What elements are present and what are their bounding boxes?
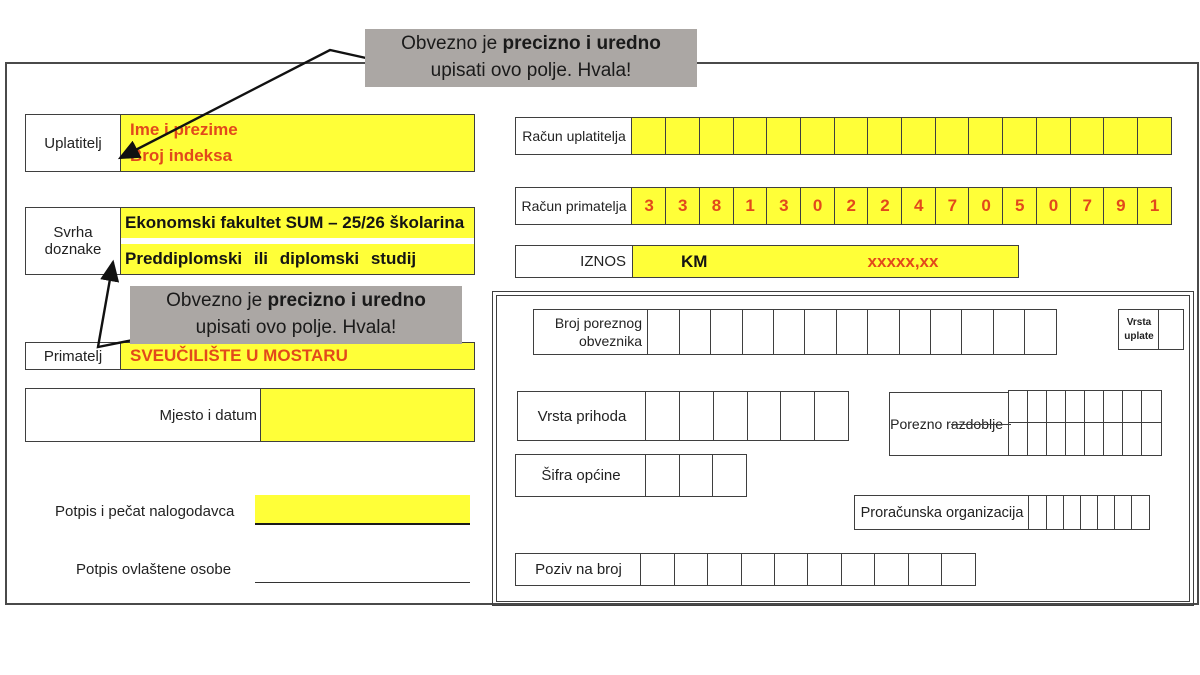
- place-date-label: Mjesto i datum: [26, 389, 260, 441]
- grid-cell[interactable]: [867, 309, 900, 355]
- grid-cell[interactable]: [1122, 390, 1143, 424]
- grid-cell[interactable]: [645, 454, 680, 497]
- budget-organization-cells: [1030, 495, 1150, 530]
- revenue-type-cells: [647, 391, 849, 441]
- grid-cell[interactable]: [1137, 117, 1172, 155]
- grid-cell[interactable]: [679, 309, 712, 355]
- grid-cell[interactable]: [961, 309, 994, 355]
- grid-cell[interactable]: [1036, 117, 1071, 155]
- payment-type-label: Vrsta uplate: [1118, 309, 1160, 350]
- purpose-field-line2[interactable]: Preddiplomski ili diplomski studij: [121, 244, 474, 274]
- grid-cell[interactable]: [1103, 390, 1124, 424]
- grid-cell[interactable]: 3: [631, 187, 666, 225]
- grid-cell[interactable]: [1103, 422, 1124, 456]
- grid-cell[interactable]: [1141, 422, 1162, 456]
- grid-cell[interactable]: 0: [800, 187, 835, 225]
- grid-cell[interactable]: [679, 454, 714, 497]
- payer-account-label: Račun uplatitelja: [515, 117, 633, 155]
- recipient-account-label: Račun primatelja: [515, 187, 633, 225]
- grid-cell[interactable]: 2: [867, 187, 902, 225]
- grid-cell[interactable]: [774, 553, 809, 586]
- grid-cell[interactable]: [645, 391, 680, 441]
- budget-organization-label: Proračunska organizacija: [854, 495, 1030, 530]
- grid-cell[interactable]: [674, 553, 709, 586]
- municipality-code-label: Šifra općine: [515, 454, 647, 497]
- grid-cell[interactable]: [941, 553, 976, 586]
- tax-section: [492, 291, 1194, 606]
- note-line1: Obvezno je precizno i uredno: [166, 290, 426, 312]
- grid-cell[interactable]: 1: [733, 187, 768, 225]
- grid-cell[interactable]: [1084, 422, 1105, 456]
- payer-name-placeholder: Ime i prezime: [130, 120, 238, 140]
- recipient-label: Primatelj: [26, 343, 121, 369]
- grid-cell[interactable]: [1070, 117, 1105, 155]
- place-date-field[interactable]: [260, 389, 474, 441]
- grid-cell[interactable]: [741, 553, 776, 586]
- amount-field[interactable]: [633, 245, 1019, 278]
- reference-number-row: [515, 553, 976, 586]
- amount-label: IZNOS: [515, 245, 633, 278]
- signature-stamp-label: Potpis i pečat nalogodavca: [55, 503, 235, 520]
- grid-cell[interactable]: [1141, 390, 1162, 424]
- grid-cell[interactable]: [1097, 495, 1116, 530]
- grid-cell[interactable]: 0: [1036, 187, 1071, 225]
- grid-cell[interactable]: 3: [766, 187, 801, 225]
- grid-cell[interactable]: [1046, 495, 1065, 530]
- grid-cell[interactable]: [773, 309, 806, 355]
- grid-cell[interactable]: [699, 117, 734, 155]
- grid-cell[interactable]: [647, 309, 680, 355]
- place-date-box: [25, 388, 475, 442]
- tax-period-label: Porezno razdoblje: [889, 392, 1010, 456]
- payer-account-cells: [633, 117, 1172, 155]
- authorized-signature-line[interactable]: [255, 582, 470, 583]
- grid-cell[interactable]: 3: [665, 187, 700, 225]
- grid-cell[interactable]: 1: [1137, 187, 1172, 225]
- note-line2: upisati ovo polje. Hvala!: [430, 60, 632, 81]
- municipality-code-cells: [647, 454, 747, 497]
- payment-type-row: [1118, 309, 1184, 350]
- grid-cell[interactable]: [1063, 495, 1082, 530]
- grid-cell[interactable]: [710, 309, 743, 355]
- grid-cell[interactable]: [747, 391, 782, 441]
- amount-placeholder: xxxxx,xx: [867, 251, 939, 271]
- grid-cell[interactable]: [1158, 309, 1184, 350]
- grid-cell[interactable]: [935, 117, 970, 155]
- recipient-box: [25, 342, 475, 370]
- grid-cell[interactable]: [836, 309, 869, 355]
- payer-field[interactable]: [121, 115, 474, 171]
- grid-cell[interactable]: [1046, 422, 1067, 456]
- grid-cell[interactable]: [1024, 309, 1057, 355]
- grid-cell[interactable]: [1027, 422, 1048, 456]
- grid-cell[interactable]: [1046, 390, 1067, 424]
- currency-label: KM: [681, 251, 708, 271]
- grid-cell[interactable]: [814, 391, 849, 441]
- grid-cell[interactable]: [834, 117, 869, 155]
- grid-cell[interactable]: [1008, 422, 1029, 456]
- payer-label: Uplatitelj: [26, 115, 121, 171]
- reference-number-cells: [642, 553, 976, 586]
- revenue-type-row: [517, 391, 849, 441]
- taxpayer-number-cells: [649, 309, 1057, 355]
- grid-cell[interactable]: [899, 309, 932, 355]
- purpose-field-line1[interactable]: Ekonomski fakultet SUM – 25/26 školarina: [121, 208, 474, 238]
- grid-cell[interactable]: [707, 553, 742, 586]
- note-line2: upisati ovo polje. Hvala!: [195, 317, 397, 338]
- grid-cell[interactable]: [712, 454, 747, 497]
- grid-cell[interactable]: [1084, 390, 1105, 424]
- grid-cell[interactable]: [968, 117, 1003, 155]
- grid-cell[interactable]: [1131, 495, 1150, 530]
- grid-cell[interactable]: [733, 117, 768, 155]
- payer-account-row: [515, 117, 1172, 155]
- grid-cell[interactable]: [631, 117, 666, 155]
- taxpayer-number-label: Broj poreznog obveznika: [533, 309, 649, 355]
- grid-cell[interactable]: [874, 553, 909, 586]
- note-line1: Obvezno je precizno i uredno: [401, 33, 661, 55]
- grid-cell[interactable]: [993, 309, 1026, 355]
- grid-cell[interactable]: [1008, 390, 1029, 424]
- grid-cell[interactable]: [807, 553, 842, 586]
- tax-period-cells: [1010, 392, 1162, 456]
- amount-row: [515, 245, 1019, 278]
- grid-cell[interactable]: [867, 117, 902, 155]
- grid-cell[interactable]: 9: [1103, 187, 1138, 225]
- grid-cell[interactable]: [804, 309, 837, 355]
- grid-cell[interactable]: [766, 117, 801, 155]
- recipient-account-row: [515, 187, 1172, 225]
- recipient-value: SVEUČILIŠTE U MOSTARU: [130, 346, 348, 366]
- payment-type-cells: [1160, 309, 1184, 350]
- payer-box: [25, 114, 475, 172]
- revenue-type-label: Vrsta prihoda: [517, 391, 647, 441]
- grid-cell[interactable]: [930, 309, 963, 355]
- recipient-field[interactable]: [121, 343, 474, 369]
- grid-cell[interactable]: [1027, 390, 1048, 424]
- grid-cell[interactable]: [1103, 117, 1138, 155]
- tax-period-divider-line: [951, 424, 1011, 425]
- grid-cell[interactable]: 4: [901, 187, 936, 225]
- grid-cell[interactable]: [1065, 422, 1086, 456]
- grid-cell[interactable]: [742, 309, 775, 355]
- grid-cell[interactable]: [713, 391, 748, 441]
- tax-period-row: [889, 392, 1162, 456]
- authorized-signature-label: Potpis ovlaštene osobe: [76, 561, 232, 578]
- grid-cell[interactable]: 7: [935, 187, 970, 225]
- signature-stamp-field[interactable]: [255, 495, 470, 525]
- recipient-account-cells: [633, 187, 1172, 225]
- purpose-box: [25, 207, 475, 275]
- budget-organization-row: [854, 495, 1150, 530]
- grid-cell[interactable]: [665, 117, 700, 155]
- grid-cell[interactable]: 5: [1002, 187, 1037, 225]
- grid-cell[interactable]: [1028, 495, 1047, 530]
- grid-cell[interactable]: [1065, 390, 1086, 424]
- instruction-note-bottom: [130, 286, 462, 344]
- grid-cell[interactable]: 2: [834, 187, 869, 225]
- payer-index-placeholder: Broj indeksa: [130, 146, 233, 166]
- grid-cell[interactable]: 8: [699, 187, 734, 225]
- grid-cell[interactable]: [1114, 495, 1133, 530]
- grid-cell[interactable]: [679, 391, 714, 441]
- grid-cell[interactable]: 7: [1070, 187, 1105, 225]
- grid-cell[interactable]: [800, 117, 835, 155]
- instruction-note-top: [365, 29, 697, 87]
- tax-section-inner: [496, 295, 1190, 602]
- grid-cell[interactable]: [1122, 422, 1143, 456]
- grid-cell[interactable]: 0: [968, 187, 1003, 225]
- grid-cell[interactable]: [901, 117, 936, 155]
- purpose-label: Svrha doznake: [26, 208, 121, 274]
- grid-cell[interactable]: [640, 553, 675, 586]
- grid-cell[interactable]: [1002, 117, 1037, 155]
- taxpayer-number-row: [533, 309, 1057, 355]
- grid-cell[interactable]: [1080, 495, 1099, 530]
- municipality-code-row: [515, 454, 747, 497]
- reference-number-label: Poziv na broj: [515, 553, 642, 586]
- grid-cell[interactable]: [780, 391, 815, 441]
- grid-cell[interactable]: [841, 553, 876, 586]
- grid-cell[interactable]: [908, 553, 943, 586]
